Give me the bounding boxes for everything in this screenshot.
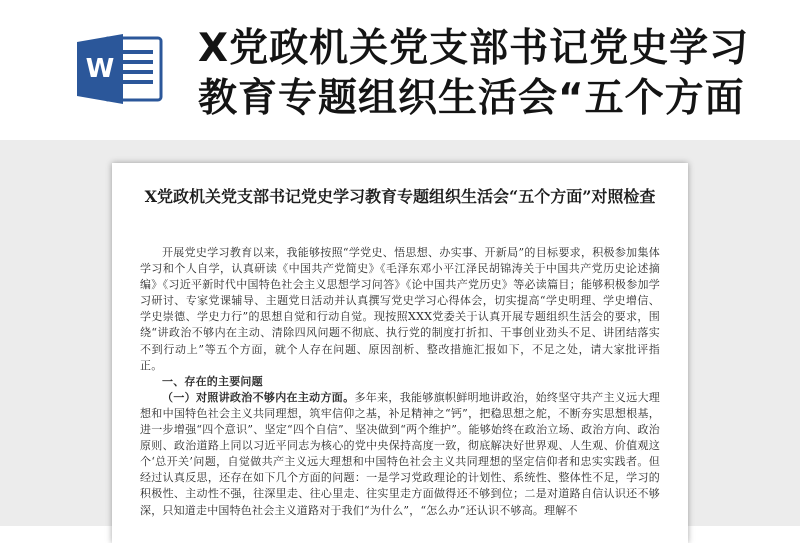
subsection-heading: （一）对照讲政治不够内在主动方面。 [162,390,355,404]
banner [0,0,800,140]
document-title: X党政机关党支部书记党史学习教育专题组织生活会“五个方面”对照检查 [144,187,656,206]
subsection-body: 多年来，我能够旗帜鲜明地讲政治，始终坚守共产主义远大理想和中国特色社会主义共同理想，筑牢信仰之基，补足精神之“钙”，把稳思想之舵，不断夯实思想根基，进一步增强“四个意识”、坚定“四个自信”、坚决做到“两个维护”。能够始终在政治立场、政治方向、政治原则、政治道路上同以习近平同志为核心的党中央保持高度一致，彻底解决好世界观、人生观、价值观这个‘总开关’问题，自觉做共产主义远大理想和中国特色社会主义共同理想的坚定信仰者和忠实实践者。但经过认真反思，还存在如下几个方面的问题：一是学习党政理论的计划性、系统性、整体性不足，学习的积极性、主动性不强，往深里走、往心里走、往实里走方面做得还不够到位；二是对道路自信认识还不够深，只知道走中国特色社会主义道路对于我们“为什么”，“怎么办”还认识不够高。理解不 [140,390,660,517]
section-heading: 一、存在的主要问题 [162,374,263,388]
document-page[interactable] [112,163,688,543]
svg-text:W: W [85,54,115,84]
document-body [140,245,660,519]
word-document-icon [75,32,167,106]
banner-title-line2: 教育专题组织生活会“五个方面 [198,76,745,121]
banner-title [198,24,788,124]
intro-paragraph: 开展党史学习教育以来，我能够按照“学党史、悟思想、办实事、开新局”的目标要求，积极参加集体学习和个人自学，认真研读《中国共产党简史》《毛泽东邓小平江泽民胡锦涛关于中国共产党历史论述摘编》《习近平新时代中国特色社会主义思想学习问答》《论中国共产党历史》等必读篇目；能够积极参加学习研讨、专家党课辅导、主题党日活动并认真撰写党史学习心得体会，切实提高“学史明理、学史增信、学史崇德、学史力行”的思想自觉和行动自觉。现按照XXX党委关于认真开展专题组织生活会的要求，围绕“讲政治不够内在主动、清除四风问题不彻底、执行党的制度打折扣、干事创业劲头不足、讲团结落实不到行动上”等五个方面，就个人存在问题、原因剖析、整改措施汇报如下，不足之处，请大家批评指正。 [140,246,660,372]
subsection-paragraph [140,390,660,519]
banner-title-line1: X党政机关党支部书记党史学习 [198,26,750,71]
